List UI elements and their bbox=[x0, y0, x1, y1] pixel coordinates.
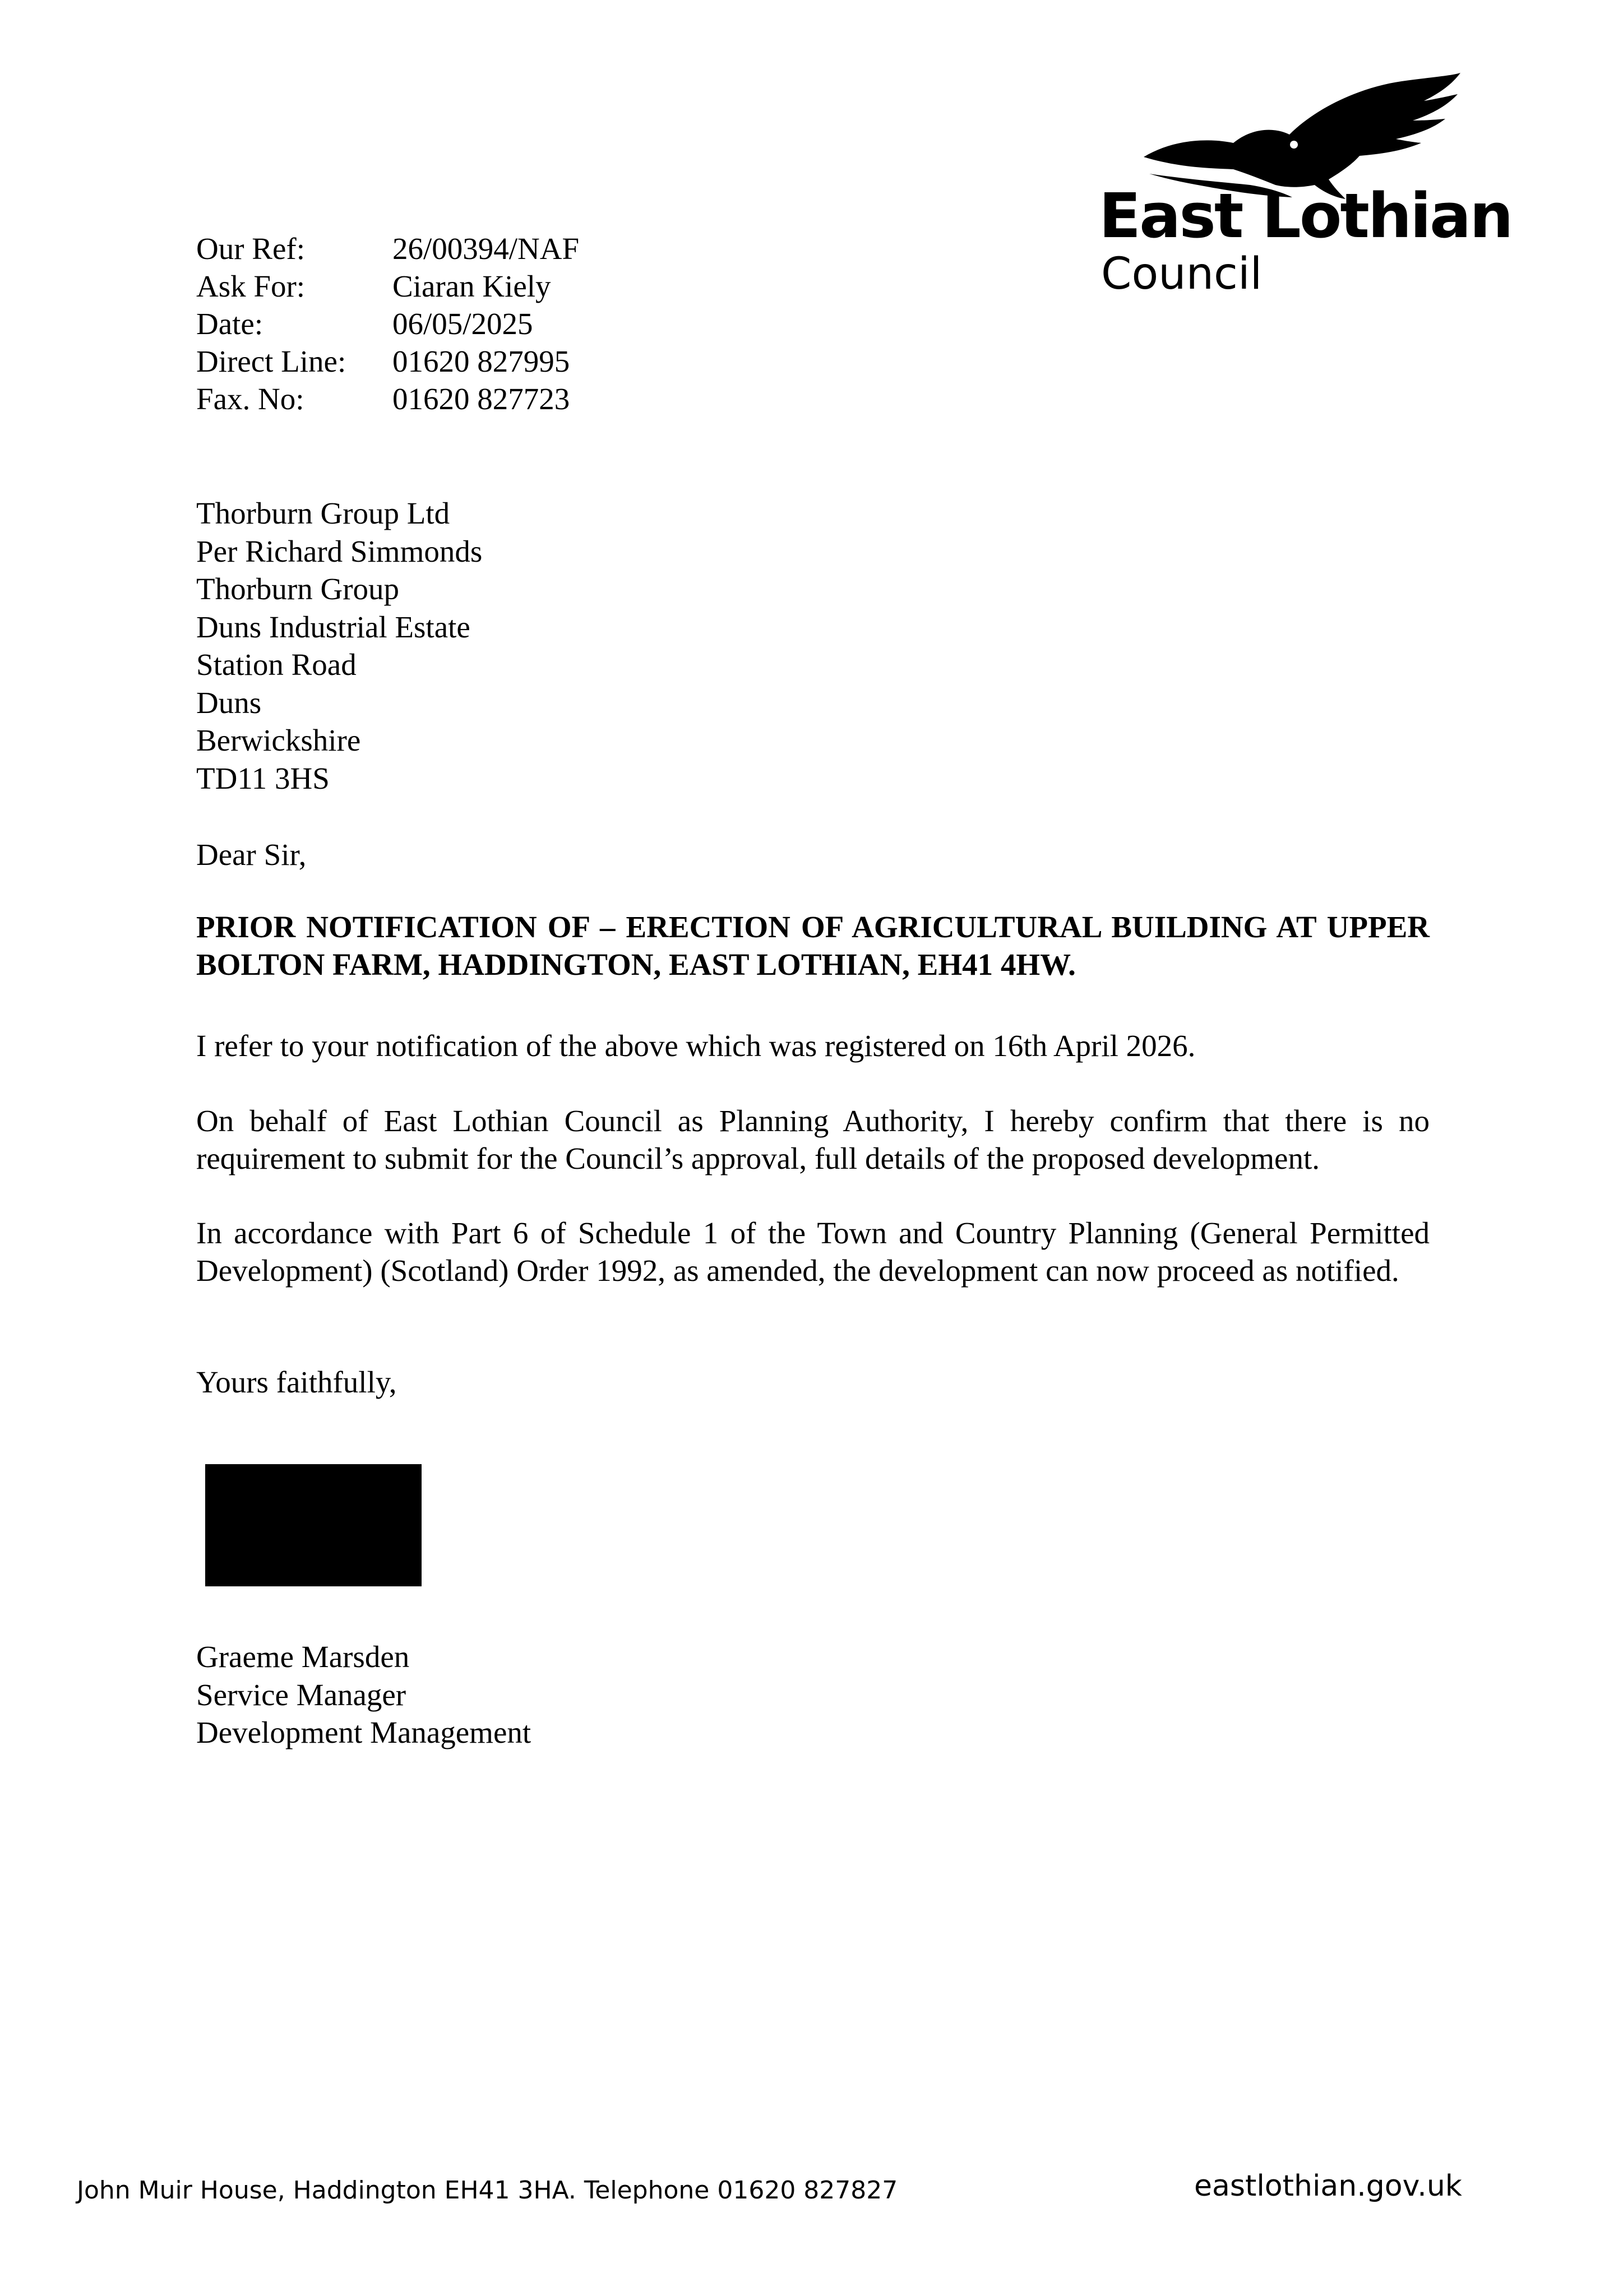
reference-row bbox=[196, 230, 579, 267]
reference-label: Ask For: bbox=[196, 269, 306, 303]
closing: Yours faithfully, bbox=[196, 1365, 397, 1399]
salutation: Dear Sir, bbox=[196, 837, 307, 872]
reference-value: 01620 827995 bbox=[392, 344, 570, 378]
address-line: Duns Industrial Estate bbox=[196, 609, 470, 644]
reference-value: Ciaran Kiely bbox=[392, 269, 551, 303]
signatory-block bbox=[196, 1638, 531, 1752]
reference-value: 26/00394/NAF bbox=[392, 232, 580, 266]
address-line: Thorburn Group bbox=[196, 572, 400, 606]
footer-address: John Muir House, Haddington EH41 3HA. Telephone 01620 827827 bbox=[77, 2176, 898, 2205]
signatory-department: Development Management bbox=[196, 1715, 531, 1749]
council-logo bbox=[1099, 73, 1525, 297]
body-paragraph: On behalf of East Lothian Council as Planning Authority, I hereby confirm that there is no requirement to submit for the Council’s approval, full details of the proposed development. bbox=[196, 1104, 1430, 1175]
reference-row bbox=[196, 342, 579, 380]
reference-label: Fax. No: bbox=[196, 382, 304, 416]
recipient-address bbox=[196, 494, 482, 797]
body-paragraph: In accordance with Part 6 of Schedule 1 of the Town and Country Planning (General Permitted Development) (Scotland) Order 1992, as amended, the development can now proceed as notified. bbox=[196, 1216, 1430, 1288]
subject-heading: PRIOR NOTIFICATION OF – ERECTION OF AGRICULTURAL BUILDING AT UPPER BOLTON FARM, HADDINGTON, EAST LOTHIAN, EH41 4HW. bbox=[196, 910, 1430, 982]
reference-value: 01620 827723 bbox=[392, 382, 570, 416]
address-line: TD11 3HS bbox=[196, 761, 330, 795]
address-line: Duns bbox=[196, 685, 262, 720]
reference-label: Direct Line: bbox=[196, 344, 346, 378]
reference-row bbox=[196, 380, 579, 418]
council-subtitle: Council bbox=[1101, 249, 1263, 299]
footer-website: eastlothian.gov.uk bbox=[1194, 2169, 1462, 2203]
reference-label: Date: bbox=[196, 307, 263, 341]
address-line: Thorburn Group Ltd bbox=[196, 496, 450, 530]
council-name: East Lothian bbox=[1099, 180, 1512, 252]
reference-label: Our Ref: bbox=[196, 232, 305, 266]
signature-redaction bbox=[205, 1464, 422, 1586]
reference-row bbox=[196, 267, 579, 305]
address-line: Station Road bbox=[196, 647, 357, 682]
address-line: Berwickshire bbox=[196, 723, 361, 757]
reference-row bbox=[196, 305, 579, 342]
reference-block bbox=[196, 230, 579, 418]
signatory-name: Graeme Marsden bbox=[196, 1640, 410, 1674]
reference-value: 06/05/2025 bbox=[392, 307, 533, 341]
signatory-title: Service Manager bbox=[196, 1677, 406, 1712]
body-paragraph: I refer to your notification of the above which was registered on 16th April 2026. bbox=[196, 1029, 1196, 1063]
address-line: Per Richard Simmonds bbox=[196, 534, 483, 568]
